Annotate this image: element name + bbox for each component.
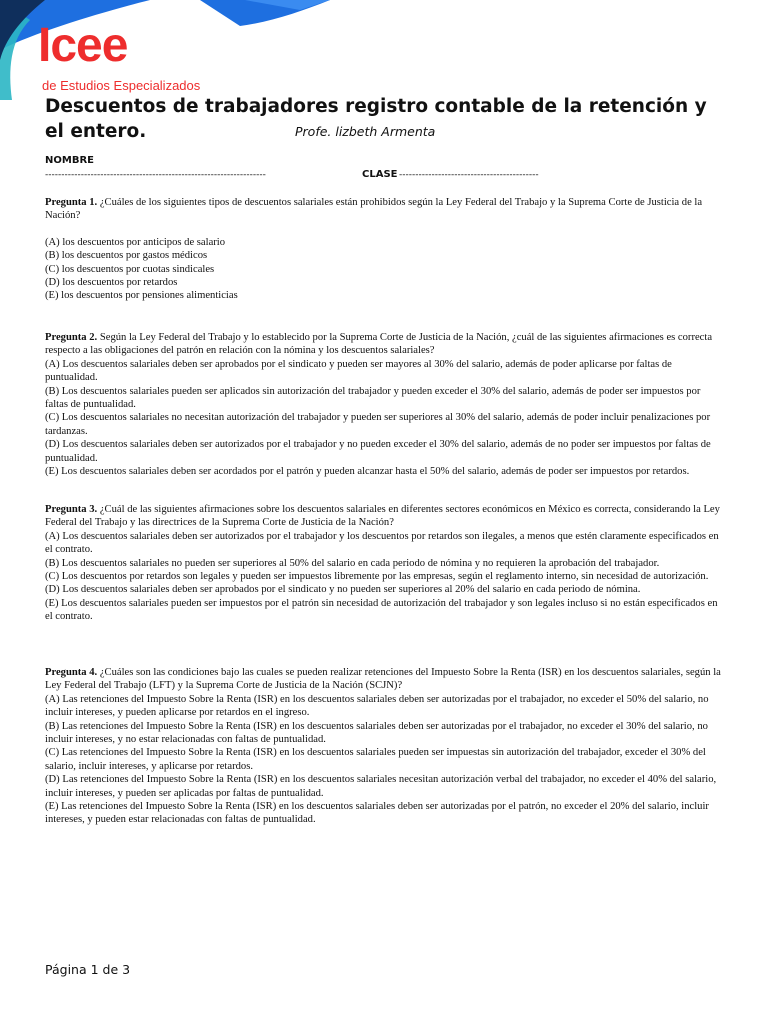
question-text: ¿Cuáles de los siguientes tipos de descuentos salariales están prohibidos según la Ley Federal del Trabajo y la Suprema Corte de Justicia de la Nación?	[45, 197, 703, 222]
option: (A) Las retenciones del Impuesto Sobre la Renta (ISR) en los descuentos salariales deben ser autorizadas por el trabajador, no exceder el 50% del salario, no incluir intereses, y pueden aplicarse por retardos en el ingreso.	[45, 693, 709, 719]
option: (C) Las retenciones del Impuesto Sobre la Renta (ISR) en los descuentos salariales pueden ser impuestas sin autorización del trabajador, exceder el 30% del salario, incluir intereses, y aplicarse por retardos.	[45, 747, 706, 772]
question-3	[45, 503, 725, 624]
teacher-name: Profe. lizbeth Armenta	[295, 124, 436, 139]
question-label: Pregunta 3.	[45, 504, 98, 515]
question-label: Pregunta 4.	[45, 667, 98, 678]
option: (B) Los descuentos salariales no pueden ser superiores al 50% del salario en cada periodo de nómina y no requieren la aprobación del trabajador.	[45, 557, 660, 569]
option: (C) Los descuentos salariales no necesitan autorización del trabajador y pueden ser superiores al 30% del salario, además de poder incluir penalizaciones por tardanzas.	[45, 412, 711, 437]
logo-text: Icee	[38, 19, 128, 72]
option: (E) Los descuentos salariales deben ser acordados por el patrón y pueden alcanzar hasta el 50% del salario, además de poder ser impuestos por retardos.	[45, 466, 690, 478]
option: (A) Los descuentos salariales deben ser autorizados por el trabajador y los descuentos por retardos son ilegales, a menos que estén claramente especificados en el contrato.	[45, 530, 719, 556]
option: (E) Las retenciones del Impuesto Sobre la Renta (ISR) en los descuentos salariales deben ser autorizadas por el patrón, no exceder el 20% del salario, incluir intereses, y pueden estar relacionadas con faltas de puntualidad.	[45, 801, 709, 826]
name-label: NOMBRE	[45, 155, 94, 166]
option: (A) los descuentos por anticipos de salario	[45, 236, 226, 248]
option: (B) los descuentos por gastos médicos	[45, 250, 208, 262]
page-number: Página 1 de 3	[45, 962, 131, 977]
option: (B) Los descuentos salariales pueden ser aplicados sin autorización del trabajador y pueden exceder el 30% del salario, además de poder ser impuestos por faltas de puntualidad.	[45, 385, 701, 411]
option: (D) Los descuentos salariales deben ser autorizados por el trabajador y no pueden exceder el 30% del salario, además de no poder ser impuestos por faltas de puntualidad.	[45, 439, 711, 464]
option: (B) Las retenciones del Impuesto Sobre la Renta (ISR) en los descuentos salariales deben ser autorizadas por el trabajador, no exceder el 30% del salario, no incluir intereses, y no estar relacionadas con faltas de puntualidad.	[45, 720, 708, 746]
option: (C) los descuentos por cuotas sindicales	[45, 263, 215, 275]
document-title: Descuentos de trabajadores registro contable de la retención y el entero.	[45, 96, 707, 142]
question-4	[45, 666, 725, 827]
option: (E) Los descuentos salariales pueden ser impuestos por el patrón sin necesidad de autorización del trabajador y son legales incluso si no están especificados en el contrato.	[45, 597, 718, 623]
class-label: CLASE	[362, 169, 398, 180]
question-text: ¿Cuál de las siguientes afirmaciones sobre los descuentos salariales en diferentes sectores económicos en México es correcta, considerando la Ley Federal del Trabajo y las directrices de la Suprema Corte de Justicia de la Nación?	[45, 504, 720, 529]
logo-subtitle: de Estudios Especializados	[42, 78, 201, 93]
question-text: ¿Cuáles son las condiciones bajo las cuales se pueden realizar retenciones del Impuesto Sobre la Renta (ISR) en los descuentos salariales, según la Ley Federal del Trabajo (LFT) y la Suprema Corte de Justicia de la Nación (SCJN)?	[45, 667, 721, 692]
class-line: -------------------------------------------	[399, 170, 539, 180]
question-text: Según la Ley Federal del Trabajo y lo establecido por la Suprema Corte de Justicia de la Nación, ¿cuál de las siguientes afirmaciones es correcta respecto a las obligaciones del patrón en relación con la nómina y los descuentos salariales?	[45, 332, 713, 357]
option: (D) Las retenciones del Impuesto Sobre la Renta (ISR) en los descuentos salariales necesitan autorización verbal del trabajador, no exceder el 40% del salario, incluir intereses, y pueden ser aplicadas por faltas de puntualidad.	[45, 774, 717, 799]
option: (A) Los descuentos salariales deben ser aprobados por el sindicato y pueden ser mayores al 30% del salario, además de poder aplicarse por faltas de puntualidad.	[45, 358, 672, 384]
option-list	[45, 236, 725, 303]
option: (D) Los descuentos salariales deben ser aprobados por el sindicato y no pueden ser superiores al 20% del salario en cada periodo de nómina.	[45, 584, 641, 596]
option: (D) los descuentos por retardos	[45, 277, 178, 289]
question-2	[45, 331, 725, 478]
option: (C) Los descuentos por retardos son legales y pueden ser impuestos libremente por las empresas, según el reglamento interno, sin necesidad de autorización.	[45, 571, 709, 583]
question-label: Pregunta 2.	[45, 332, 98, 343]
question-1	[45, 196, 725, 303]
question-label: Pregunta 1.	[45, 197, 98, 208]
name-line: --------------------------------------------------------------------	[45, 170, 266, 180]
option: (E) los descuentos por pensiones alimenticias	[45, 290, 238, 302]
logo	[38, 19, 128, 72]
